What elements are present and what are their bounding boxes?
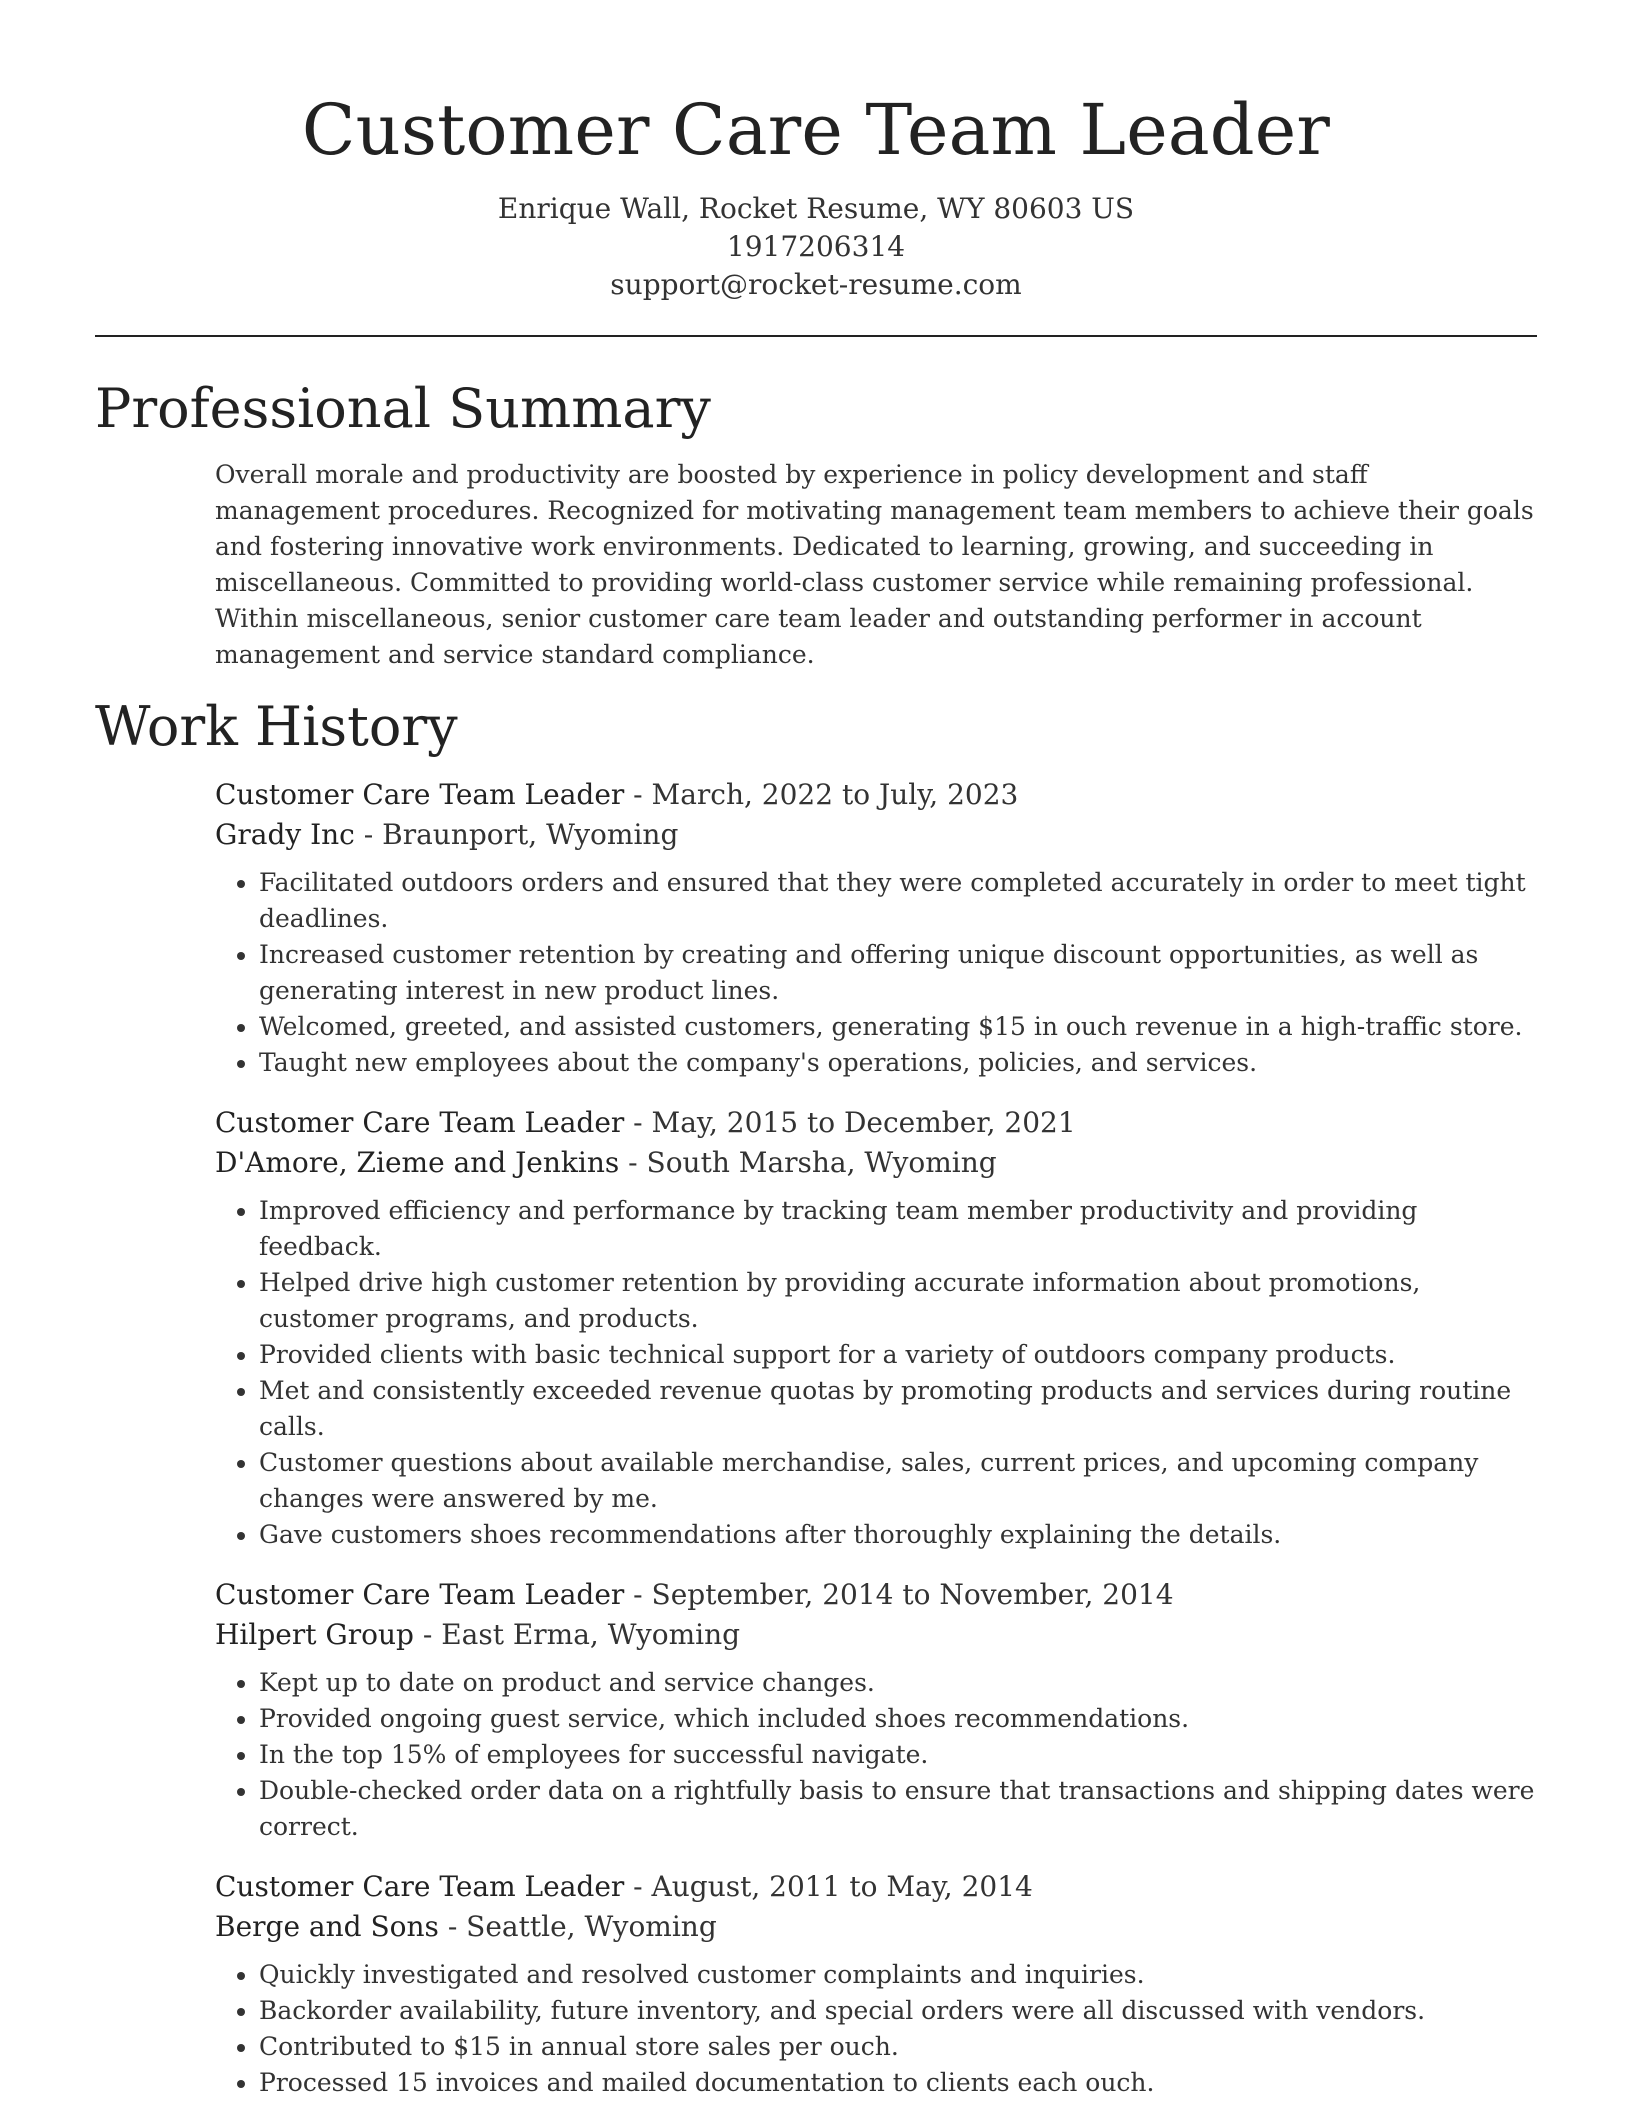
- job-bullet: • Gave customers shoes recommendations after thoroughly explaining the details.: [259, 1517, 1537, 1553]
- job-title-line: [215, 1575, 1537, 1615]
- job-entry: [215, 1575, 1537, 1845]
- job-title: Customer Care Team Leader: [215, 778, 625, 811]
- contact-email: support@rocket-resume.com: [610, 268, 1022, 301]
- job-bullets: [215, 865, 1537, 1081]
- job-title: Customer Care Team Leader: [215, 1578, 625, 1611]
- job-title: Customer Care Team Leader: [215, 1870, 625, 1903]
- job-bullets: [215, 1193, 1537, 1553]
- job-bullets: [215, 1957, 1537, 2101]
- job-bullet: • Provided ongoing guest service, which included shoes recommendations.: [259, 1701, 1537, 1737]
- job-location: - East Erma, Wyoming: [413, 1618, 741, 1651]
- job-bullet: • Met and consistently exceeded revenue quotas by promoting products and services during routine calls.: [259, 1373, 1537, 1445]
- resume-title: Customer Care Team Leader: [301, 89, 1331, 171]
- job-entry: [215, 1867, 1537, 2101]
- job-bullet: • Helped drive high customer retention by providing accurate information about promotions, customer programs, and products.: [259, 1265, 1537, 1337]
- job-company-line: [215, 815, 1537, 855]
- job-company-line: [215, 1907, 1537, 1947]
- job-bullet: • Contributed to $15 in annual store sales per ouch.: [259, 2029, 1537, 2065]
- job-location: - South Marsha, Wyoming: [619, 1146, 997, 1179]
- job-bullet: • Taught new employees about the company's operations, policies, and services.: [259, 1045, 1537, 1081]
- job-bullet: • Kept up to date on product and service changes.: [259, 1665, 1537, 1701]
- job-bullet: • Double-checked order data on a rightfully basis to ensure that transactions and shipping dates were correct.: [259, 1773, 1537, 1845]
- job-dates: - March, 2022 to July, 2023: [624, 778, 1019, 811]
- job-bullet: • Facilitated outdoors orders and ensured that they were completed accurately in order to meet tight deadlines.: [259, 865, 1537, 937]
- work-history-heading: Work History: [95, 695, 458, 758]
- job-location: - Braunport, Wyoming: [354, 818, 679, 851]
- job-company: D'Amore, Zieme and Jenkins: [215, 1146, 620, 1179]
- job-company: Hilpert Group: [215, 1618, 414, 1651]
- job-company-line: [215, 1143, 1537, 1183]
- work-history-list: [215, 775, 1537, 2101]
- job-title-line: [215, 775, 1537, 815]
- job-bullet: • Increased customer retention by creating and offering unique discount opportunities, as well as generating interest in new product lines.: [259, 937, 1537, 1009]
- contact-phone: 1917206314: [726, 230, 906, 263]
- resume-header: [95, 0, 1537, 304]
- job-bullet: • Welcomed, greeted, and assisted customers, generating $15 in ouch revenue in a high-traffic store.: [259, 1009, 1537, 1045]
- job-bullet: • Processed 15 invoices and mailed documentation to clients each ouch.: [259, 2065, 1537, 2101]
- summary-text: Overall morale and productivity are boosted by experience in policy development and staff management procedures. Recognized for motivating management team members to achieve their goals and fostering innovative work environments. Dedicated to learning, growing, and succeeding in miscellaneous. Committed to providing world-class customer service while remaining professional. Within miscellaneous, senior customer care team leader and outstanding performer in account management and service standard compliance.: [215, 460, 1534, 669]
- job-location: - Seattle, Wyoming: [438, 1910, 717, 1943]
- job-company-line: [215, 1615, 1537, 1655]
- job-dates: - May, 2015 to December, 2021: [624, 1106, 1076, 1139]
- job-bullet: • Backorder availability, future inventory, and special orders were all discussed with vendors.: [259, 1993, 1537, 2029]
- job-company: Grady Inc: [215, 818, 355, 851]
- job-title-line: [215, 1103, 1537, 1143]
- job-bullet: • Provided clients with basic technical support for a variety of outdoors company products.: [259, 1337, 1537, 1373]
- job-title: Customer Care Team Leader: [215, 1106, 625, 1139]
- summary-heading: Professional Summary: [95, 377, 711, 440]
- job-bullet: • Customer questions about available merchandise, sales, current prices, and upcoming company changes were answered by me.: [259, 1445, 1537, 1517]
- job-dates: - August, 2011 to May, 2014: [624, 1870, 1033, 1903]
- job-entry: [215, 775, 1537, 1081]
- header-divider: [95, 335, 1537, 337]
- job-bullet: • Quickly investigated and resolved customer complaints and inquiries.: [259, 1957, 1537, 1993]
- job-dates: - September, 2014 to November, 2014: [624, 1578, 1174, 1611]
- job-entry: [215, 1103, 1537, 1553]
- contact-address: Enrique Wall, Rocket Resume, WY 80603 US: [497, 192, 1135, 225]
- job-bullets: [215, 1665, 1537, 1845]
- contact-info: [95, 190, 1537, 304]
- job-bullet: • Improved efficiency and performance by tracking team member productivity and providing feedback.: [259, 1193, 1537, 1265]
- job-bullet: • In the top 15% of employees for successful navigate.: [259, 1737, 1537, 1773]
- job-company: Berge and Sons: [215, 1910, 439, 1943]
- job-title-line: [215, 1867, 1537, 1907]
